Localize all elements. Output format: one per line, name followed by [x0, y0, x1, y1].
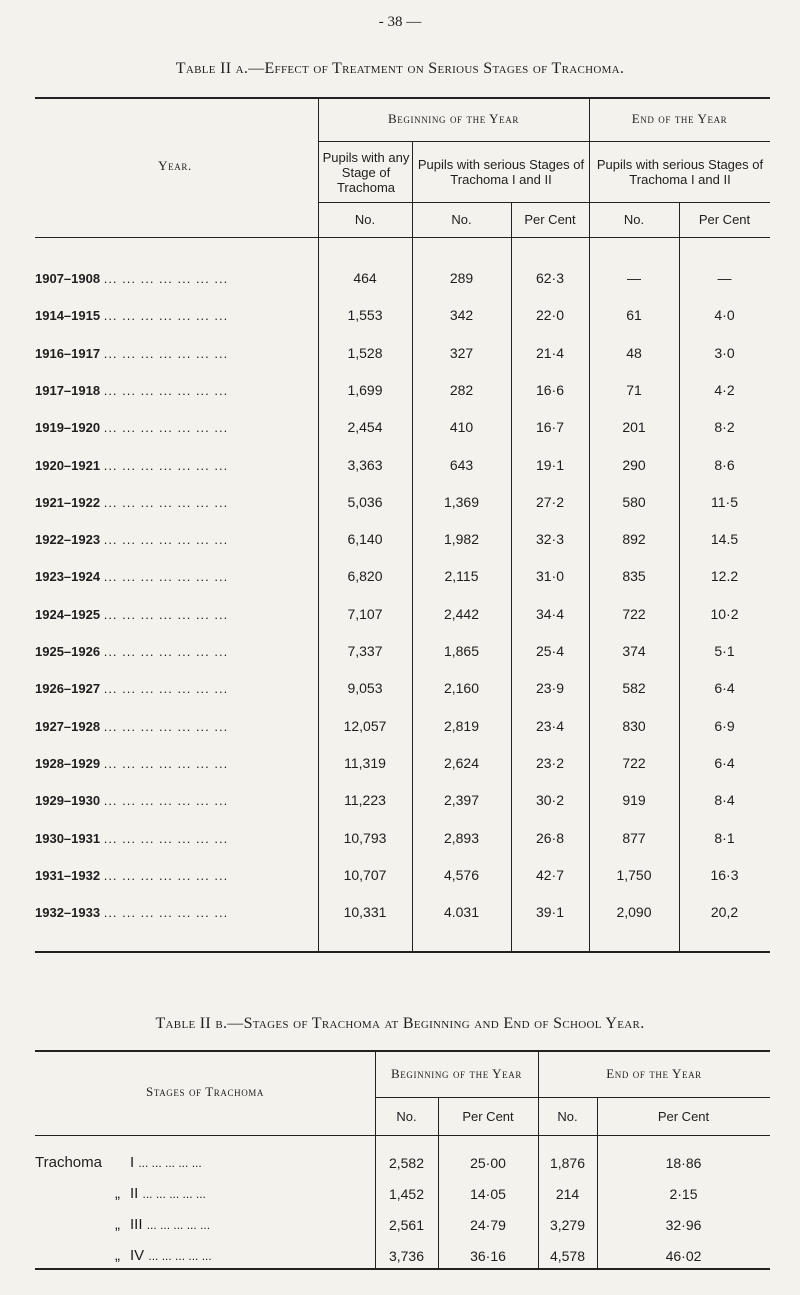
cell-end-no: 201 [622, 419, 646, 435]
table-a-group-end: End of the Year [631, 111, 728, 126]
cell-end-pct: 3·0 [714, 345, 735, 361]
year-cell [35, 831, 315, 846]
cell-begin-pct: 16·6 [535, 382, 565, 398]
cell-begin-no: 2,582 [388, 1155, 425, 1171]
year-cell [35, 420, 315, 435]
stage-prefix: „ [115, 1185, 120, 1202]
year-label: 1916–1917 [35, 346, 101, 361]
year-label: 1925–1926 [35, 644, 101, 659]
table-a-col-serious-begin: Pupils with serious Stages of Trachoma I and II [417, 157, 585, 187]
cell-end-no: 4,578 [549, 1248, 586, 1264]
cell-end-no: 877 [622, 830, 646, 846]
year-label: 1919–1920 [35, 420, 101, 435]
year-label: 1926–1927 [35, 681, 101, 696]
cell-begin-pct: 30·2 [535, 792, 565, 808]
cell-end-pct: 6·4 [714, 755, 735, 771]
cell-begin-pct: 23·4 [535, 718, 565, 734]
cell-end-no: 830 [622, 718, 646, 734]
cell-end-no: 290 [622, 457, 646, 473]
cell-any: 11,223 [344, 792, 386, 808]
leader-dots: ... ... ... ... ... ... ... [103, 495, 229, 510]
leader-dots: ... ... ... ... ... ... ... [103, 868, 229, 883]
cell-any: 11,319 [344, 755, 386, 771]
cell-end-no: 580 [622, 494, 646, 510]
cell-begin-no: 410 [449, 419, 474, 435]
cell-end-pct: 16·3 [710, 867, 739, 883]
leader-dots: ... ... ... ... ... ... ... [103, 308, 229, 323]
year-cell [35, 719, 315, 734]
cell-begin-no: 2,561 [388, 1217, 425, 1233]
stage-cell [35, 1216, 375, 1233]
cell-end-no: 722 [622, 606, 646, 622]
cell-begin-no: 2,893 [443, 830, 480, 846]
cell-begin-no: 342 [449, 307, 474, 323]
cell-any: 1,528 [347, 345, 383, 361]
cell-any: 10,331 [343, 904, 387, 920]
stage-prefix: „ [115, 1247, 120, 1264]
cell-end-pct: 46·02 [665, 1248, 702, 1264]
cell-end-no: 919 [622, 792, 646, 808]
stage-label: IV [130, 1247, 145, 1264]
cell-begin-pct: 23·2 [535, 755, 565, 771]
table-b-group-rule [375, 1097, 770, 1098]
cell-any: 7,107 [347, 606, 383, 622]
cell-end-pct: 5·1 [714, 643, 735, 659]
cell-end-no: 71 [626, 382, 642, 398]
year-label: 1930–1931 [35, 831, 101, 846]
table-b-col-stages: Stages of Trachoma [145, 1084, 265, 1099]
leader-dots: ... ... ... ... ... ... ... [103, 271, 229, 286]
cell-begin-no: 282 [449, 382, 474, 398]
cell-begin-pct: 24·79 [470, 1217, 506, 1233]
cell-end-pct: 12.2 [710, 568, 739, 584]
cell-any: 2,454 [347, 419, 383, 435]
table-a-group-beginning: Beginning of the Year [388, 111, 519, 126]
cell-begin-no: 2,819 [443, 718, 480, 734]
cell-end-pct: 18·86 [665, 1155, 702, 1171]
table-b-group-beginning: Beginning of the Year [391, 1066, 522, 1081]
year-label: 1929–1930 [35, 793, 101, 808]
leader-dots: ... ... ... ... ... ... ... [103, 793, 229, 808]
year-cell [35, 308, 315, 323]
year-label: 1923–1924 [35, 569, 101, 584]
cell-end-no: — [627, 270, 641, 286]
cell-begin-pct: 19·1 [535, 457, 565, 473]
cell-begin-pct: 16·7 [535, 419, 565, 435]
leader-dots: ... ... ... ... ... [138, 1156, 202, 1170]
stage-label: III [130, 1216, 143, 1233]
table-a-bottom-rule [35, 951, 770, 953]
cell-begin-no: 2,442 [443, 606, 480, 622]
cell-begin-pct: 21·4 [535, 345, 565, 361]
year-cell [35, 756, 315, 771]
table-b-sub-begin-pct: Per Cent [462, 1109, 514, 1124]
cell-any: 7,337 [347, 643, 383, 659]
leader-dots: ... ... ... ... ... ... ... [103, 383, 229, 398]
year-label: 1922–1923 [35, 532, 101, 547]
cell-any: 1,553 [347, 307, 383, 323]
table-a-sub-begin-pct: Per Cent [524, 212, 576, 227]
year-cell [35, 607, 315, 622]
year-label: 1917–1918 [35, 383, 101, 398]
table-a-col-serious-end: Pupils with serious Stages of Trachoma I and II [596, 157, 764, 187]
cell-any: 6,820 [347, 568, 383, 584]
leader-dots: ... ... ... ... ... ... ... [103, 458, 229, 473]
year-cell [35, 681, 315, 696]
cell-begin-no: 1,982 [443, 531, 480, 547]
stage-label: I [130, 1154, 135, 1171]
cell-begin-pct: 22·0 [535, 307, 565, 323]
cell-end-pct: 8·1 [714, 830, 735, 846]
cell-end-no: 2,090 [616, 904, 652, 920]
cell-end-pct: 8·2 [714, 419, 735, 435]
cell-any: 5,036 [347, 494, 383, 510]
cell-end-pct: 4·0 [714, 307, 735, 323]
year-label: 1921–1922 [35, 495, 101, 510]
table-b-sub-end-pct: Per Cent [657, 1109, 710, 1124]
cell-end-no: 61 [626, 307, 642, 323]
cell-end-no: 1,876 [549, 1155, 586, 1171]
cell-end-pct: 10·2 [710, 606, 739, 622]
year-cell [35, 383, 315, 398]
stage-cell [35, 1154, 375, 1171]
cell-any: 3,363 [347, 457, 383, 473]
year-cell [35, 346, 315, 361]
table-a-sub-begin-no: No. [451, 212, 472, 227]
cell-end-pct: 8·6 [714, 457, 735, 473]
cell-begin-no: 2,624 [443, 755, 480, 771]
stage-prefix: Trachoma [35, 1154, 102, 1171]
cell-begin-pct: 42·7 [535, 867, 565, 883]
leader-dots: ... ... ... ... ... ... ... [103, 532, 229, 547]
cell-end-no: 722 [622, 755, 646, 771]
year-cell [35, 532, 315, 547]
table-b-bottom-rule [35, 1268, 770, 1270]
stage-prefix: „ [115, 1216, 120, 1233]
cell-begin-pct: 26·8 [535, 830, 565, 846]
cell-end-pct: 11·5 [711, 494, 738, 510]
table-b-sub-end-no: No. [557, 1109, 578, 1124]
year-label: 1928–1929 [35, 756, 101, 771]
cell-begin-pct: 23·9 [535, 680, 565, 696]
table-a-top-rule [35, 97, 770, 99]
cell-begin-no: 327 [449, 345, 474, 361]
leader-dots: ... ... ... ... ... ... ... [103, 719, 229, 734]
table-b-sub-begin-no: No. [396, 1109, 417, 1124]
cell-any: 9,053 [347, 680, 383, 696]
cell-begin-pct: 25·00 [470, 1155, 506, 1171]
year-label: 1914–1915 [35, 308, 101, 323]
page-number: - 38 — [378, 14, 422, 30]
year-label: 1932–1933 [35, 905, 101, 920]
leader-dots: ... ... ... ... ... ... ... [103, 569, 229, 584]
cell-any: 464 [353, 270, 377, 286]
cell-begin-no: 643 [449, 457, 474, 473]
year-cell [35, 868, 315, 883]
leader-dots: ... ... ... ... ... ... ... [103, 420, 229, 435]
year-label: 1927–1928 [35, 719, 101, 734]
table-a-group-rule [318, 141, 770, 142]
cell-begin-no: 1,865 [443, 643, 480, 659]
cell-end-pct: 6·4 [714, 680, 735, 696]
stage-cell [35, 1247, 375, 1264]
cell-end-no: 835 [622, 568, 646, 584]
year-cell [35, 644, 315, 659]
table-a-sub-any-no: No. [354, 212, 376, 227]
cell-end-no: 48 [626, 345, 642, 361]
cell-end-no: 214 [555, 1186, 580, 1202]
table-a-subheader-rule [35, 237, 770, 238]
leader-dots: ... ... ... ... ... ... ... [103, 607, 229, 622]
leader-dots: ... ... ... ... ... ... ... [103, 346, 229, 361]
cell-end-pct: 20,2 [710, 904, 739, 920]
cell-end-no: 374 [622, 643, 646, 659]
leader-dots: ... ... ... ... ... [146, 1218, 211, 1232]
cell-end-pct: 32·96 [665, 1217, 702, 1233]
table-a-caption: Table II a.—Effect of Treatment on Serious Stages of Trachoma. [175, 60, 625, 77]
cell-begin-no: 1,452 [388, 1186, 425, 1202]
cell-begin-pct: 32·3 [535, 531, 565, 547]
cell-begin-no: 289 [449, 270, 474, 286]
cell-begin-no: 3,736 [388, 1248, 425, 1264]
table-b-group-end: End of the Year [606, 1066, 702, 1081]
cell-any: 10,707 [343, 867, 387, 883]
cell-end-no: 892 [622, 531, 646, 547]
table-b-caption: Table II b.—Stages of Trachoma at Beginning and End of School Year. [155, 1015, 645, 1032]
cell-any: 12,057 [343, 718, 387, 734]
stage-label: II [130, 1185, 139, 1202]
year-label: 1920–1921 [35, 458, 101, 473]
cell-begin-pct: 34·4 [535, 606, 565, 622]
cell-begin-pct: 36·16 [470, 1248, 506, 1264]
leader-dots: ... ... ... ... ... ... ... [103, 644, 229, 659]
year-cell [35, 458, 315, 473]
cell-begin-pct: 25·4 [535, 643, 565, 659]
year-cell [35, 905, 315, 920]
year-cell [35, 495, 315, 510]
cell-end-pct: 2·15 [669, 1186, 698, 1202]
cell-end-no: 1,750 [616, 867, 652, 883]
cell-any: 1,699 [347, 382, 383, 398]
cell-begin-no: 2,115 [444, 568, 479, 584]
cell-end-pct: 6·9 [714, 718, 735, 734]
table-a-sub-end-pct: Per Cent [698, 212, 751, 227]
cell-begin-no: 1,369 [443, 494, 480, 510]
leader-dots: ... ... ... ... ... ... ... [103, 681, 229, 696]
cell-end-pct: 4·2 [714, 382, 735, 398]
table-b-top-rule [35, 1050, 770, 1052]
year-label: 1931–1932 [35, 868, 101, 883]
cell-end-no: 3,279 [549, 1217, 586, 1233]
cell-begin-pct: 39·1 [535, 904, 565, 920]
cell-begin-no: 4,576 [443, 867, 480, 883]
leader-dots: ... ... ... ... ... [148, 1249, 212, 1263]
leader-dots: ... ... ... ... ... ... ... [103, 905, 229, 920]
leader-dots: ... ... ... ... ... ... ... [103, 831, 229, 846]
leader-dots: ... ... ... ... ... ... ... [103, 756, 229, 771]
table-a-sub-end-no: No. [623, 212, 645, 227]
year-cell [35, 569, 315, 584]
cell-end-pct: 14.5 [710, 531, 739, 547]
cell-begin-pct: 62·3 [535, 270, 565, 286]
year-label: 1907–1908 [35, 271, 101, 286]
cell-begin-no: 4.031 [443, 904, 480, 920]
cell-any: 10,793 [343, 830, 387, 846]
cell-end-pct: 8·4 [714, 792, 735, 808]
cell-end-no: 582 [622, 680, 646, 696]
cell-begin-no: 2,397 [443, 792, 480, 808]
year-cell [35, 793, 315, 808]
cell-begin-pct: 31·0 [535, 568, 565, 584]
year-label: 1924–1925 [35, 607, 101, 622]
cell-any: 6,140 [347, 531, 383, 547]
cell-begin-pct: 14·05 [470, 1186, 506, 1202]
table-a-header-rule [318, 202, 770, 203]
year-cell [35, 271, 315, 286]
cell-begin-pct: 27·2 [535, 494, 565, 510]
leader-dots: ... ... ... ... ... [142, 1187, 206, 1201]
table-b-header-rule [35, 1135, 770, 1136]
table-a-col-year: Year. [158, 158, 192, 173]
cell-end-pct: — [717, 270, 732, 286]
cell-begin-no: 2,160 [443, 680, 480, 696]
stage-cell [35, 1185, 375, 1202]
table-a-col-any-stage: Pupils with any Stage of Trachoma [322, 150, 410, 195]
